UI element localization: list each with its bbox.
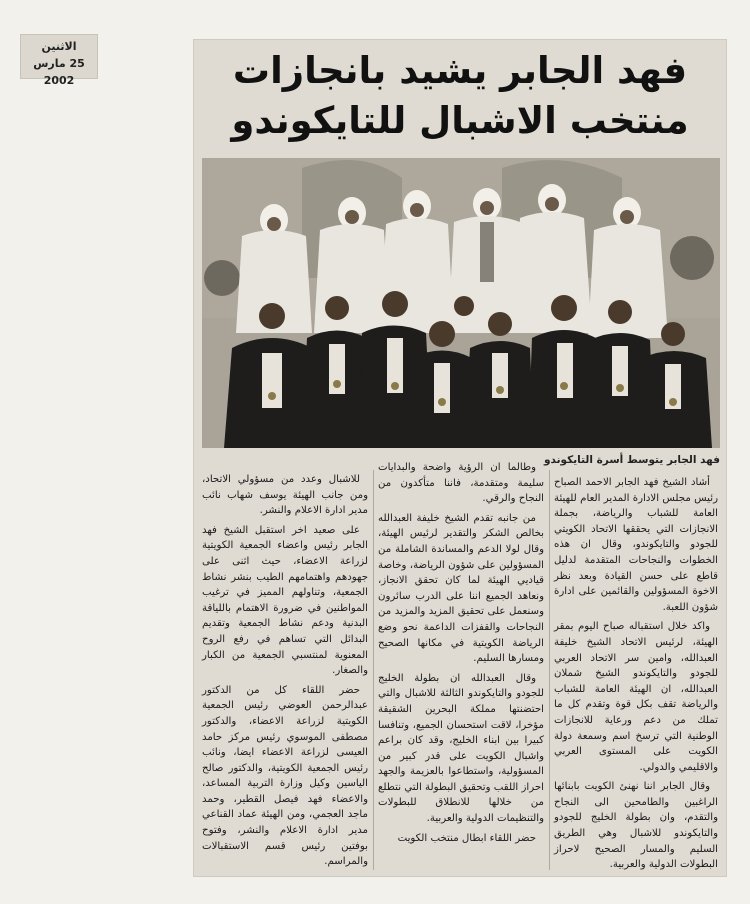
dateline-day: الاثنين: [41, 40, 77, 53]
article-column-middle: [378, 460, 544, 850]
dateline-box: [20, 34, 98, 87]
column-divider: [549, 470, 550, 870]
team-photo-illustration: [202, 158, 720, 448]
article-paragraph: أشاد الشيخ فهد الجابر الاحمد الصباح رئيس مجلس الادارة المدير العام للهيئة العامة للشباب والرياضة، بجملة الانجازات التي يحققها الاتحاد الكويتي للجودو والتايكوندو، وقال ان هذه الخطوات والنجاحات المتقدمة لدليل قاطع على حسن القيادة وبعد نظر الاخوة المسؤولين والقائمين على ادارة شؤون اللعبة.: [554, 477, 718, 613]
article-paragraph: للاشبال وعدد من مسؤولي الاتحاد، ومن جانب الهيئة يوسف شهاب نائب مدير ادارة الاعلام والنشر.: [202, 474, 368, 517]
headline-line-1: فهد الجابر يشيد بانجازات: [232, 49, 688, 92]
article-paragraph: وطالما ان الرؤية واضحة والبدايات سليمة ومتقدمة، فاننا متأكدون من النجاح والرقي.: [378, 462, 544, 505]
dateline-date: 25 مارس 2002: [33, 57, 85, 87]
article-paragraph: حضر اللقاء كل من الدكتور عبدالرحمن العوضي رئيس الجمعية الكويتية لزراعة الاعضاء، والدكتور مصطفى الموسوي رئيس مركز حامد العيسى لزراعة الاعضاء ايضا، ونائب رئيس الجمعية الكويتية، والدكتور صالح الياسين وكيل وزارة التربية المساعد، والاعضاء فهد فيصل القطير، وحمد ماجد العجمي، ومن الهيئة عماد القناعي مدير ادارة الاعلام والنشر، وفتوح بوفتين رئيس قسم الاستقبالات والمراسم.: [202, 684, 368, 868]
article-paragraph: وقال العبدالله ان بطولة الخليج للجودو والتايكوندو الثالثة للاشبال والتي احتضنتها مملكة البحرين الشقيقة مؤخرا، لاقت استحسان الجميع، وتنافسا كبيرا بين ابناء الخليج، وقد كان براعم واشبال الكويت على قدر كبير من المسؤولية، واستطاعوا بالعزيمة والجهد احراز اللقب وتحقيق البطولة التي نتطلع من خلالها للانطلاق للبطولات والتنظيمات الدولية والعربية.: [378, 672, 544, 825]
article-paragraph: من جانبه تقدم الشيخ خليفة العبدالله بخالص الشكر والتقدير لرئيس الهيئة، وقال لولا الدعم والمساندة الشاملة من المسؤولين على شؤون الرياضة، وخاصة قياديي الهيئة لما كان تحقق الانجاز، ونعاهد الجميع اننا على الدرب سائرون وسنعمل على تحقيق المزيد والمزيد من النجاحات والقفزات الداعمة نحو وضع الرياضة الكويتية في مكانها الصحيح ومسارها السليم.: [378, 512, 544, 665]
team-photo: [202, 158, 720, 448]
headline-line-2: منتخب الاشبال للتايكوندو: [231, 99, 689, 142]
headline: [194, 46, 726, 146]
article-paragraph: وقال الجابر اننا نهنئ الكويت بابنائها الراغبين والطامحين الى النجاح والتقدم، وان بطولة الخليج للجودو والتايكوندو للاشبال وهي الطريق السليم والمسار الصحيح لاحراز البطولات الدولية والعربية.: [554, 781, 718, 871]
newspaper-clipping: [194, 40, 726, 876]
article-paragraph: واكد خلال استقباله صباح اليوم بمقر الهيئة، لرئيس الاتحاد الشيخ خليفة العبدالله، وامين سر الاتحاد العربي للجودو والتايكوندو الشيخ شملان العبدالله، ان الهيئة العامة للشباب والرياضة تقف بكل قوة وتقدم كل ما تملك من دعم ورعاية للانجازات الوطنية التي ترسخ اسم وسمعة دولة الكويت على المستوى العربي والاقليمي والدولي.: [554, 621, 718, 773]
article-paragraph: على صعيد اخر استقبل الشيخ فهد الجابر رئيس واعضاء الجمعية الكويتية لزراعة الاعضاء، حيث اثنى على جهودهم واهتمامهم الطيب بنشر نشاط الجمعية، وتناولهم المميز في ترغيب المواطنين في ضرورة الاهتمام باللياقة البدنية ودعم نشاط الجمعية وتقديم البدائل التي تساهم في رفع الروح المعنوية لمنتسبي الجمعية من الكبار والصغار.: [202, 524, 368, 677]
article-column-right: [554, 475, 718, 877]
article-column-left: [202, 472, 368, 874]
column-divider: [373, 470, 374, 870]
article-paragraph: حضر اللقاء ابطال منتخب الكويت: [397, 832, 536, 844]
photo-caption: فهد الجابر يتوسط أسرة التايكوندو: [544, 454, 720, 466]
